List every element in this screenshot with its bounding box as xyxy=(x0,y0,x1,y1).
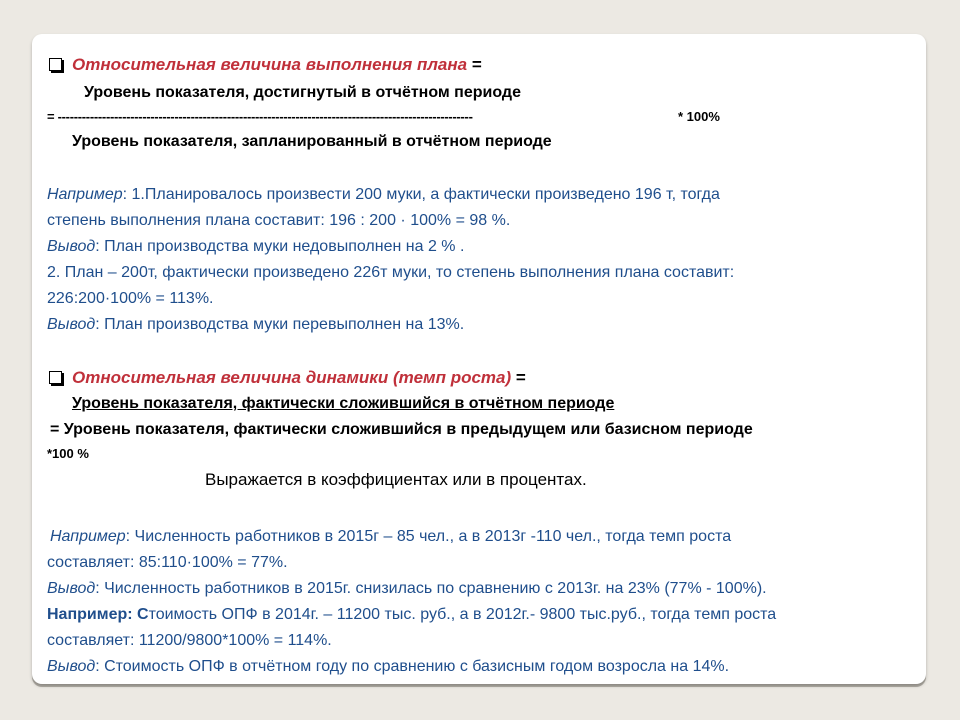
section1-denominator: Уровень показателя, запланированный в отчётном периоде xyxy=(72,133,552,150)
example1-line4: 226:200·100% = 113%. xyxy=(47,290,214,307)
section2-note: Выражается в коэффициентах или в процентах. xyxy=(205,470,587,489)
example2-line4: составляет: 11200/9800*100% = 114%. xyxy=(47,632,332,649)
section2-header xyxy=(49,368,526,388)
example1-line2: степень выполнения плана составит: 196 : 200 · 100% = 98 %. xyxy=(47,212,511,229)
example2-line2: составляет: 85:110·100% = 77%. xyxy=(47,554,288,571)
section1-numerator: Уровень показателя, достигнутый в отчётном периоде xyxy=(84,84,521,101)
fraction-line: = ------------------------------------------------------------------------------------------------------- xyxy=(47,109,473,124)
section1-multiplier: * 100% xyxy=(678,109,720,124)
section1-equals: = xyxy=(471,55,482,74)
section1-header xyxy=(49,55,482,75)
example1-conclusion2: Вывод: План производства муки перевыполнен на 13%. xyxy=(47,316,465,333)
checkbox-bullet-icon xyxy=(49,371,62,384)
section1-title: Относительная величина выполнения плана xyxy=(72,55,468,74)
section2-multiplier: *100 % xyxy=(47,446,89,461)
checkbox-bullet-icon xyxy=(49,58,62,71)
section2-denominator: = Уровень показателя, фактически сложившийся в предыдущем или базисном периоде xyxy=(50,421,753,438)
example2-line1: Например: Численность работников в 2015г – 85 чел., а в 2013г -110 чел., тогда темп роста xyxy=(50,528,732,545)
example1-line1: Например: 1.Планировалось произвести 200 муки, а фактически произведено 196 т, тогда xyxy=(47,186,720,203)
example2-line3: Например: Стоимость ОПФ в 2014г. – 11200 тыс. руб., а в 2012г.- 9800 тыс.руб., тогда темп роста xyxy=(47,606,777,623)
section2-equals: = xyxy=(515,368,526,387)
example1-line3: 2. План – 200т, фактически произведено 226т муки, то степень выполнения плана составит: xyxy=(47,264,735,281)
section2-numerator: Уровень показателя, фактически сложившийся в отчётном периоде xyxy=(72,395,615,412)
example2-conclusion1: Вывод: Численность работников в 2015г. снизилась по сравнению с 2013г. на 23% (77% - 100%). xyxy=(47,580,767,597)
slide-card xyxy=(32,34,926,684)
example1-conclusion1: Вывод: План производства муки недовыполнен на 2 % . xyxy=(47,238,465,255)
section2-title: Относительная величина динамики (темп роста) xyxy=(72,368,512,387)
example2-conclusion2: Вывод: Стоимость ОПФ в отчётном году по сравнению с базисным годом возросла на 14%. xyxy=(47,658,730,675)
